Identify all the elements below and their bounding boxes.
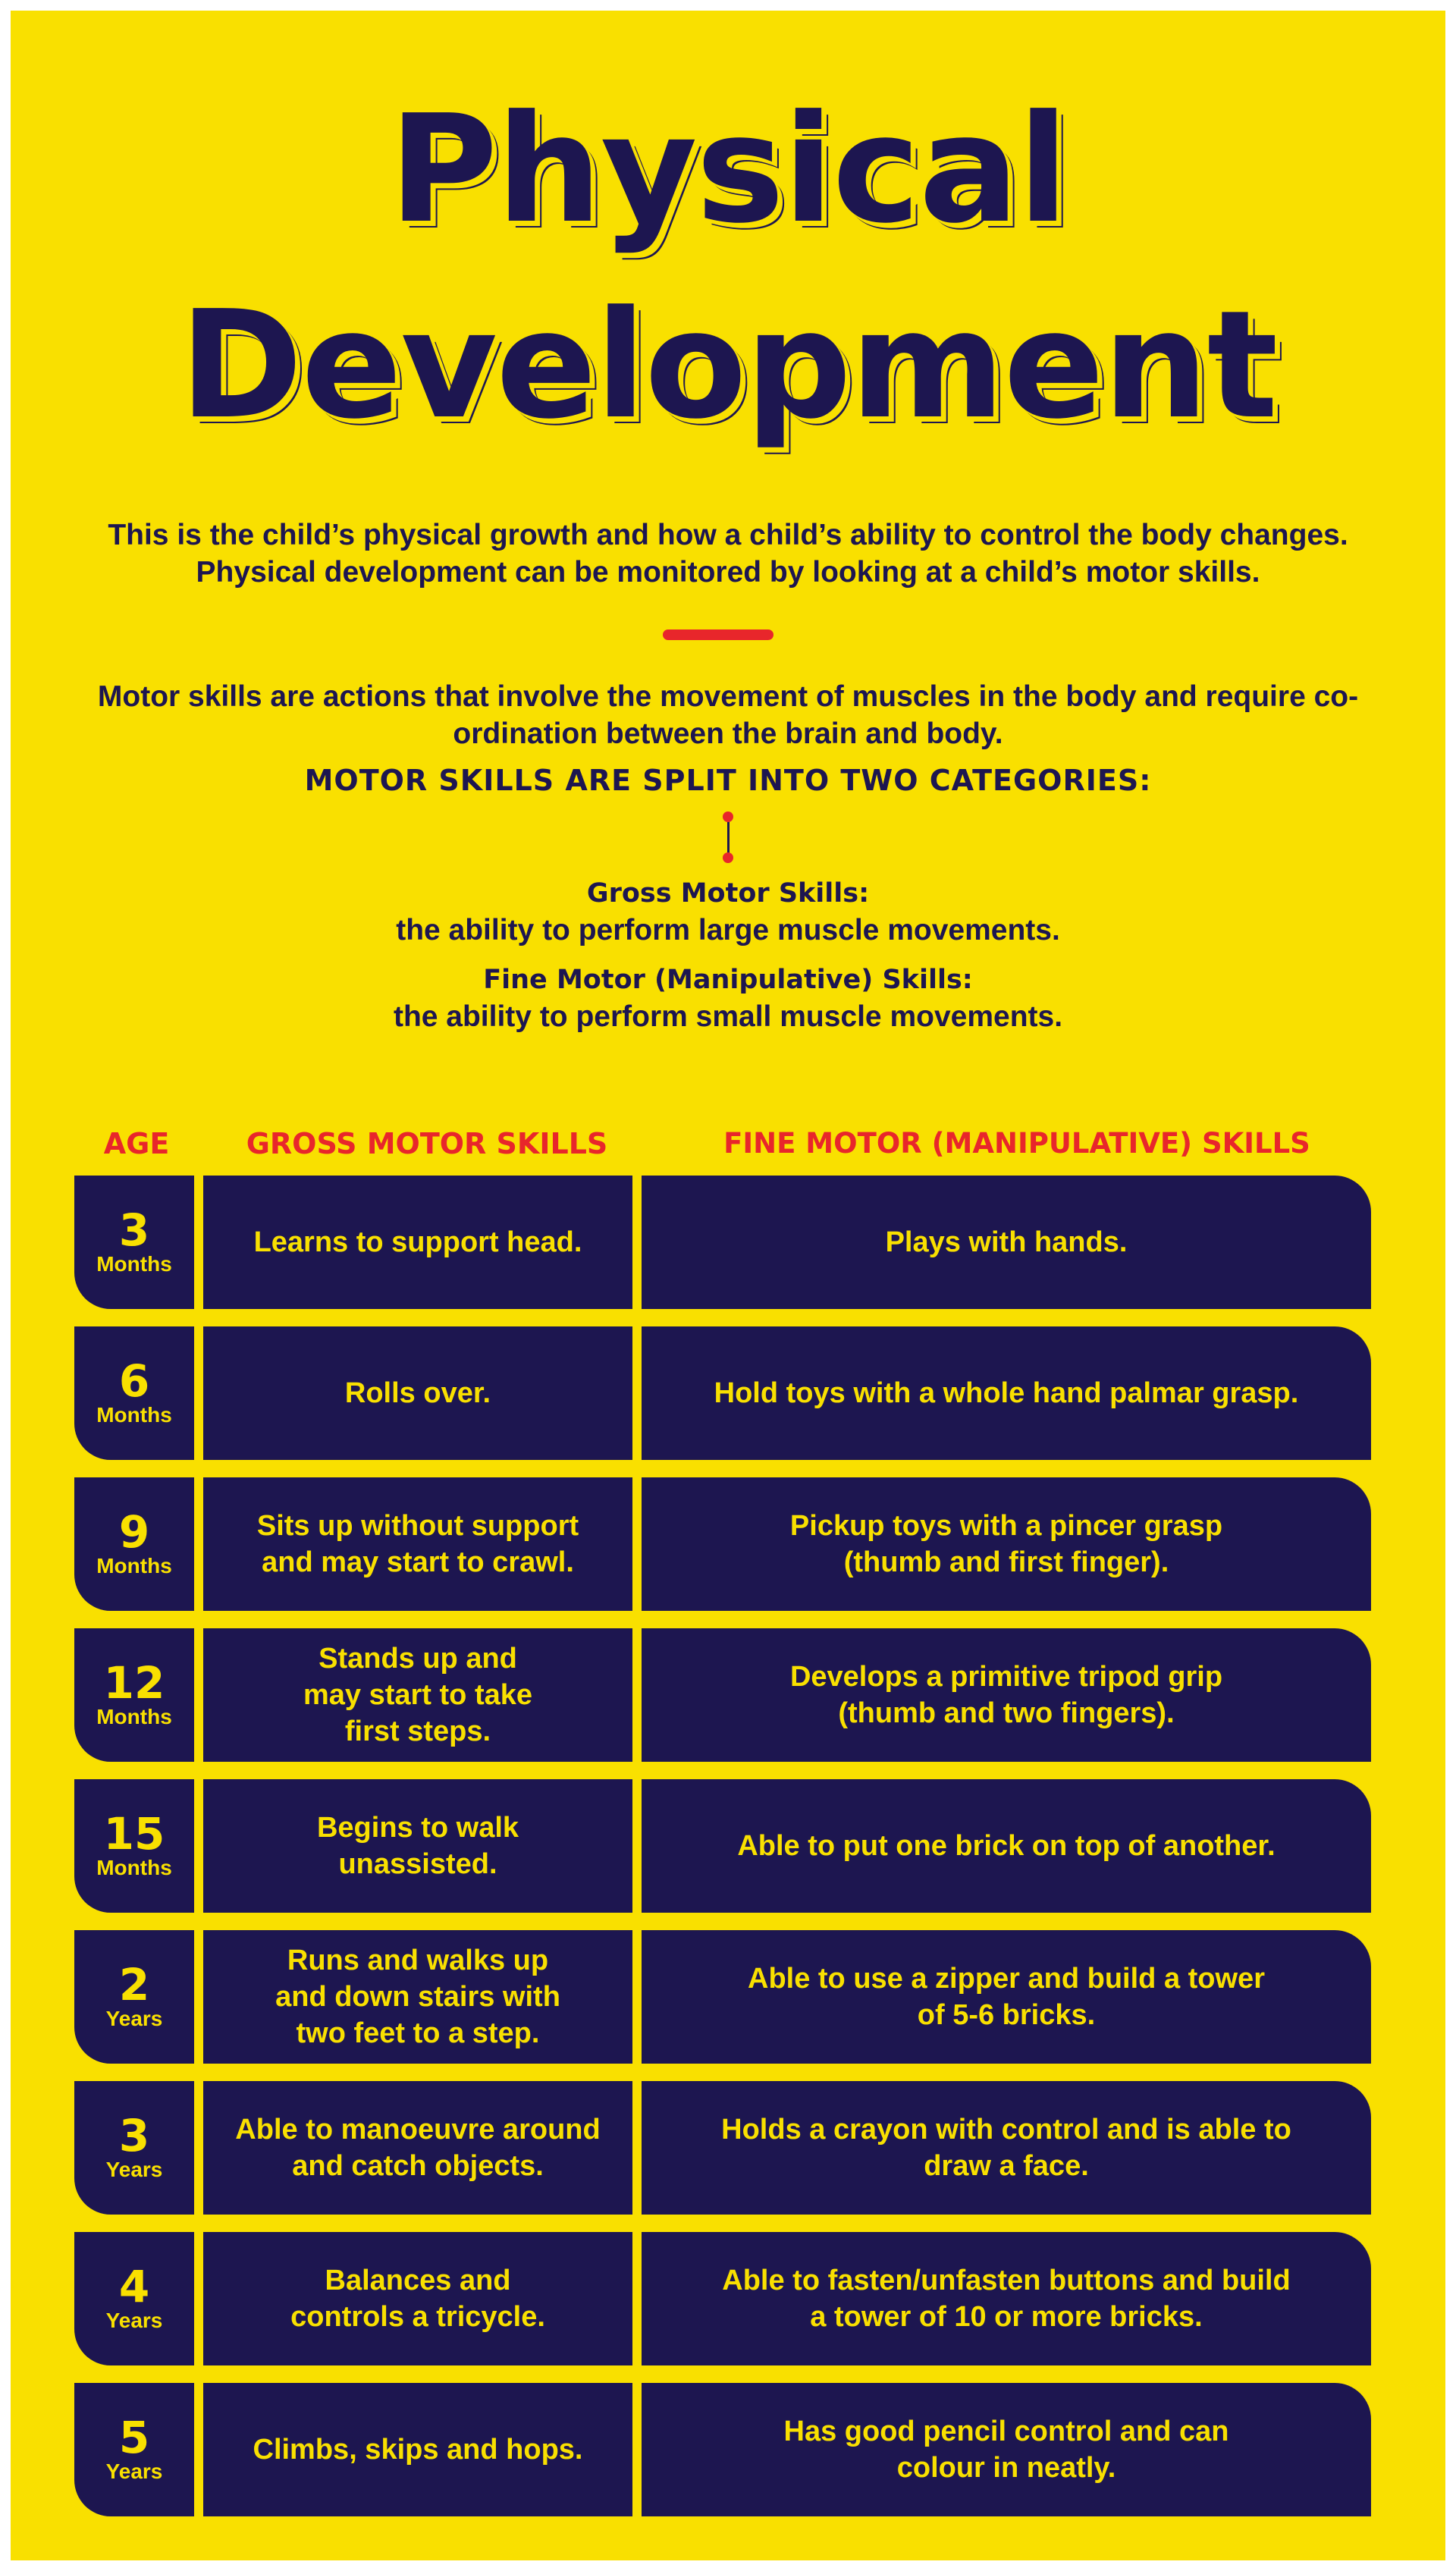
gross-motor-text: Able to manoeuvre around and catch objects. [235, 2114, 601, 2182]
age-cell [74, 2383, 194, 2516]
fine-motor-cell [642, 2232, 1371, 2365]
age-cell [74, 2081, 194, 2215]
red-divider [663, 629, 774, 640]
table-row [74, 1326, 1371, 1460]
table-row [74, 1779, 1371, 1913]
age-cell [74, 1326, 194, 1460]
gross-motor-cell [203, 1477, 632, 1611]
table-row [74, 1930, 1371, 2064]
categories-heading: MOTOR SKILLS ARE SPLIT INTO TWO CATEGORIES: [304, 764, 1152, 797]
age-cell [74, 1779, 194, 1913]
age-cell [74, 1628, 194, 1762]
fine-motor-text: Develops a primitive tripod grip (thumb and two fingers). [789, 1661, 1223, 1729]
age-number: 12 [103, 1657, 165, 1709]
fine-motor-text: Holds a crayon with control and is able to draw a face. [721, 2114, 1291, 2182]
fine-motor-text: Hold toys with a whole hand palmar grasp. [714, 1377, 1299, 1409]
connector-dot-bottom [723, 852, 733, 863]
table-row [74, 2383, 1371, 2516]
fine-motor-text: Pickup toys with a pincer grasp (thumb and first finger). [789, 1510, 1223, 1578]
age-number: 3 [118, 1204, 150, 1256]
age-cell [74, 2232, 194, 2365]
age-number: 5 [118, 2412, 150, 2463]
gross-motor-cell [203, 1176, 632, 1309]
fine-motor-cell [642, 1628, 1371, 1762]
gross-motor-cell [203, 2232, 632, 2365]
fine-motor-description: the ability to perform small muscle movements. [393, 1000, 1063, 1033]
gross-motor-text: Learns to support head. [253, 1226, 582, 1258]
age-number: 3 [118, 2110, 150, 2161]
age-number: 4 [118, 2261, 150, 2312]
title-line-1: Physical [388, 83, 1068, 256]
gross-motor-cell [203, 1779, 632, 1913]
age-unit: Months [96, 1705, 172, 1728]
fine-motor-text: Plays with hands. [885, 1226, 1128, 1258]
age-unit: Months [96, 1403, 172, 1427]
gross-motor-text: Balances and controls a tricycle. [290, 2265, 545, 2333]
fine-motor-cell [642, 1477, 1371, 1611]
fine-motor-cell [642, 2081, 1371, 2215]
age-unit: Years [105, 2158, 163, 2181]
gross-motor-text: Stands up and may start to take first steps. [303, 1643, 532, 1747]
connector-dot-top [723, 811, 733, 822]
age-unit: Months [96, 1856, 172, 1879]
gross-motor-text: Sits up without support and may start to crawl. [256, 1510, 579, 1578]
title-line-2: Development [179, 279, 1277, 452]
table-row [74, 1477, 1371, 1611]
fine-motor-cell [642, 2383, 1371, 2516]
table-row [74, 2081, 1371, 2215]
fine-motor-cell [642, 1930, 1371, 2064]
gross-motor-cell [203, 2081, 632, 2215]
fine-motor-text: Able to fasten/unfasten buttons and build a tower of 10 or more bricks. [722, 2265, 1291, 2333]
header-gross-motor: GROSS MOTOR SKILLS [246, 1127, 608, 1160]
age-unit: Years [105, 2007, 163, 2030]
age-unit: Years [105, 2460, 163, 2483]
fine-motor-cell [642, 1176, 1371, 1309]
fine-motor-label: Fine Motor (Manipulative) Skills: [483, 965, 973, 995]
gross-motor-text: Begins to walk unassisted. [316, 1812, 519, 1880]
gross-motor-cell [203, 1326, 632, 1460]
table-row [74, 1628, 1371, 1762]
header-fine-motor: FINE MOTOR (MANIPULATIVE) SKILLS [723, 1127, 1310, 1160]
fine-motor-text: Has good pencil control and can colour in neatly. [783, 2416, 1229, 2484]
age-unit: Months [96, 1252, 172, 1276]
gross-motor-cell [203, 2383, 632, 2516]
gross-motor-label: Gross Motor Skills: [586, 878, 870, 909]
age-unit: Months [96, 1554, 172, 1577]
fine-motor-cell [642, 1779, 1371, 1913]
gross-motor-text: Rolls over. [344, 1377, 491, 1409]
fine-motor-text: Able to use a zipper and build a tower of 5-6 bricks. [748, 1963, 1265, 2031]
gross-motor-text: Climbs, skips and hops. [253, 2434, 583, 2466]
age-unit: Years [105, 2309, 163, 2332]
age-number: 6 [118, 1355, 150, 1407]
header-age: AGE [103, 1127, 170, 1160]
fine-motor-cell [642, 1326, 1371, 1460]
age-cell [74, 1477, 194, 1611]
intro-text: This is the child’s physical growth and how a child’s ability to control the body changes. Physical development can be monitored by looking at a child’s motor skills. [108, 519, 1348, 589]
age-cell [74, 1176, 194, 1309]
table-row [74, 2232, 1371, 2365]
poster [11, 11, 1445, 2560]
age-number: 15 [103, 1808, 165, 1860]
motor-skills-text: Motor skills are actions that involve the movement of muscles in the body and require co-ordination between the brain and body. [97, 680, 1359, 750]
age-number: 2 [118, 1959, 150, 2011]
age-number: 9 [118, 1506, 150, 1558]
fine-motor-text: Able to put one brick on top of another. [737, 1830, 1276, 1862]
gross-motor-cell [203, 1628, 632, 1762]
table-row [74, 1176, 1371, 1309]
age-cell [74, 1930, 194, 2064]
gross-motor-text: Runs and walks up and down stairs with two feet to a step. [275, 1945, 560, 2049]
gross-motor-cell [203, 1930, 632, 2064]
gross-motor-description: the ability to perform large muscle movements. [396, 914, 1060, 946]
